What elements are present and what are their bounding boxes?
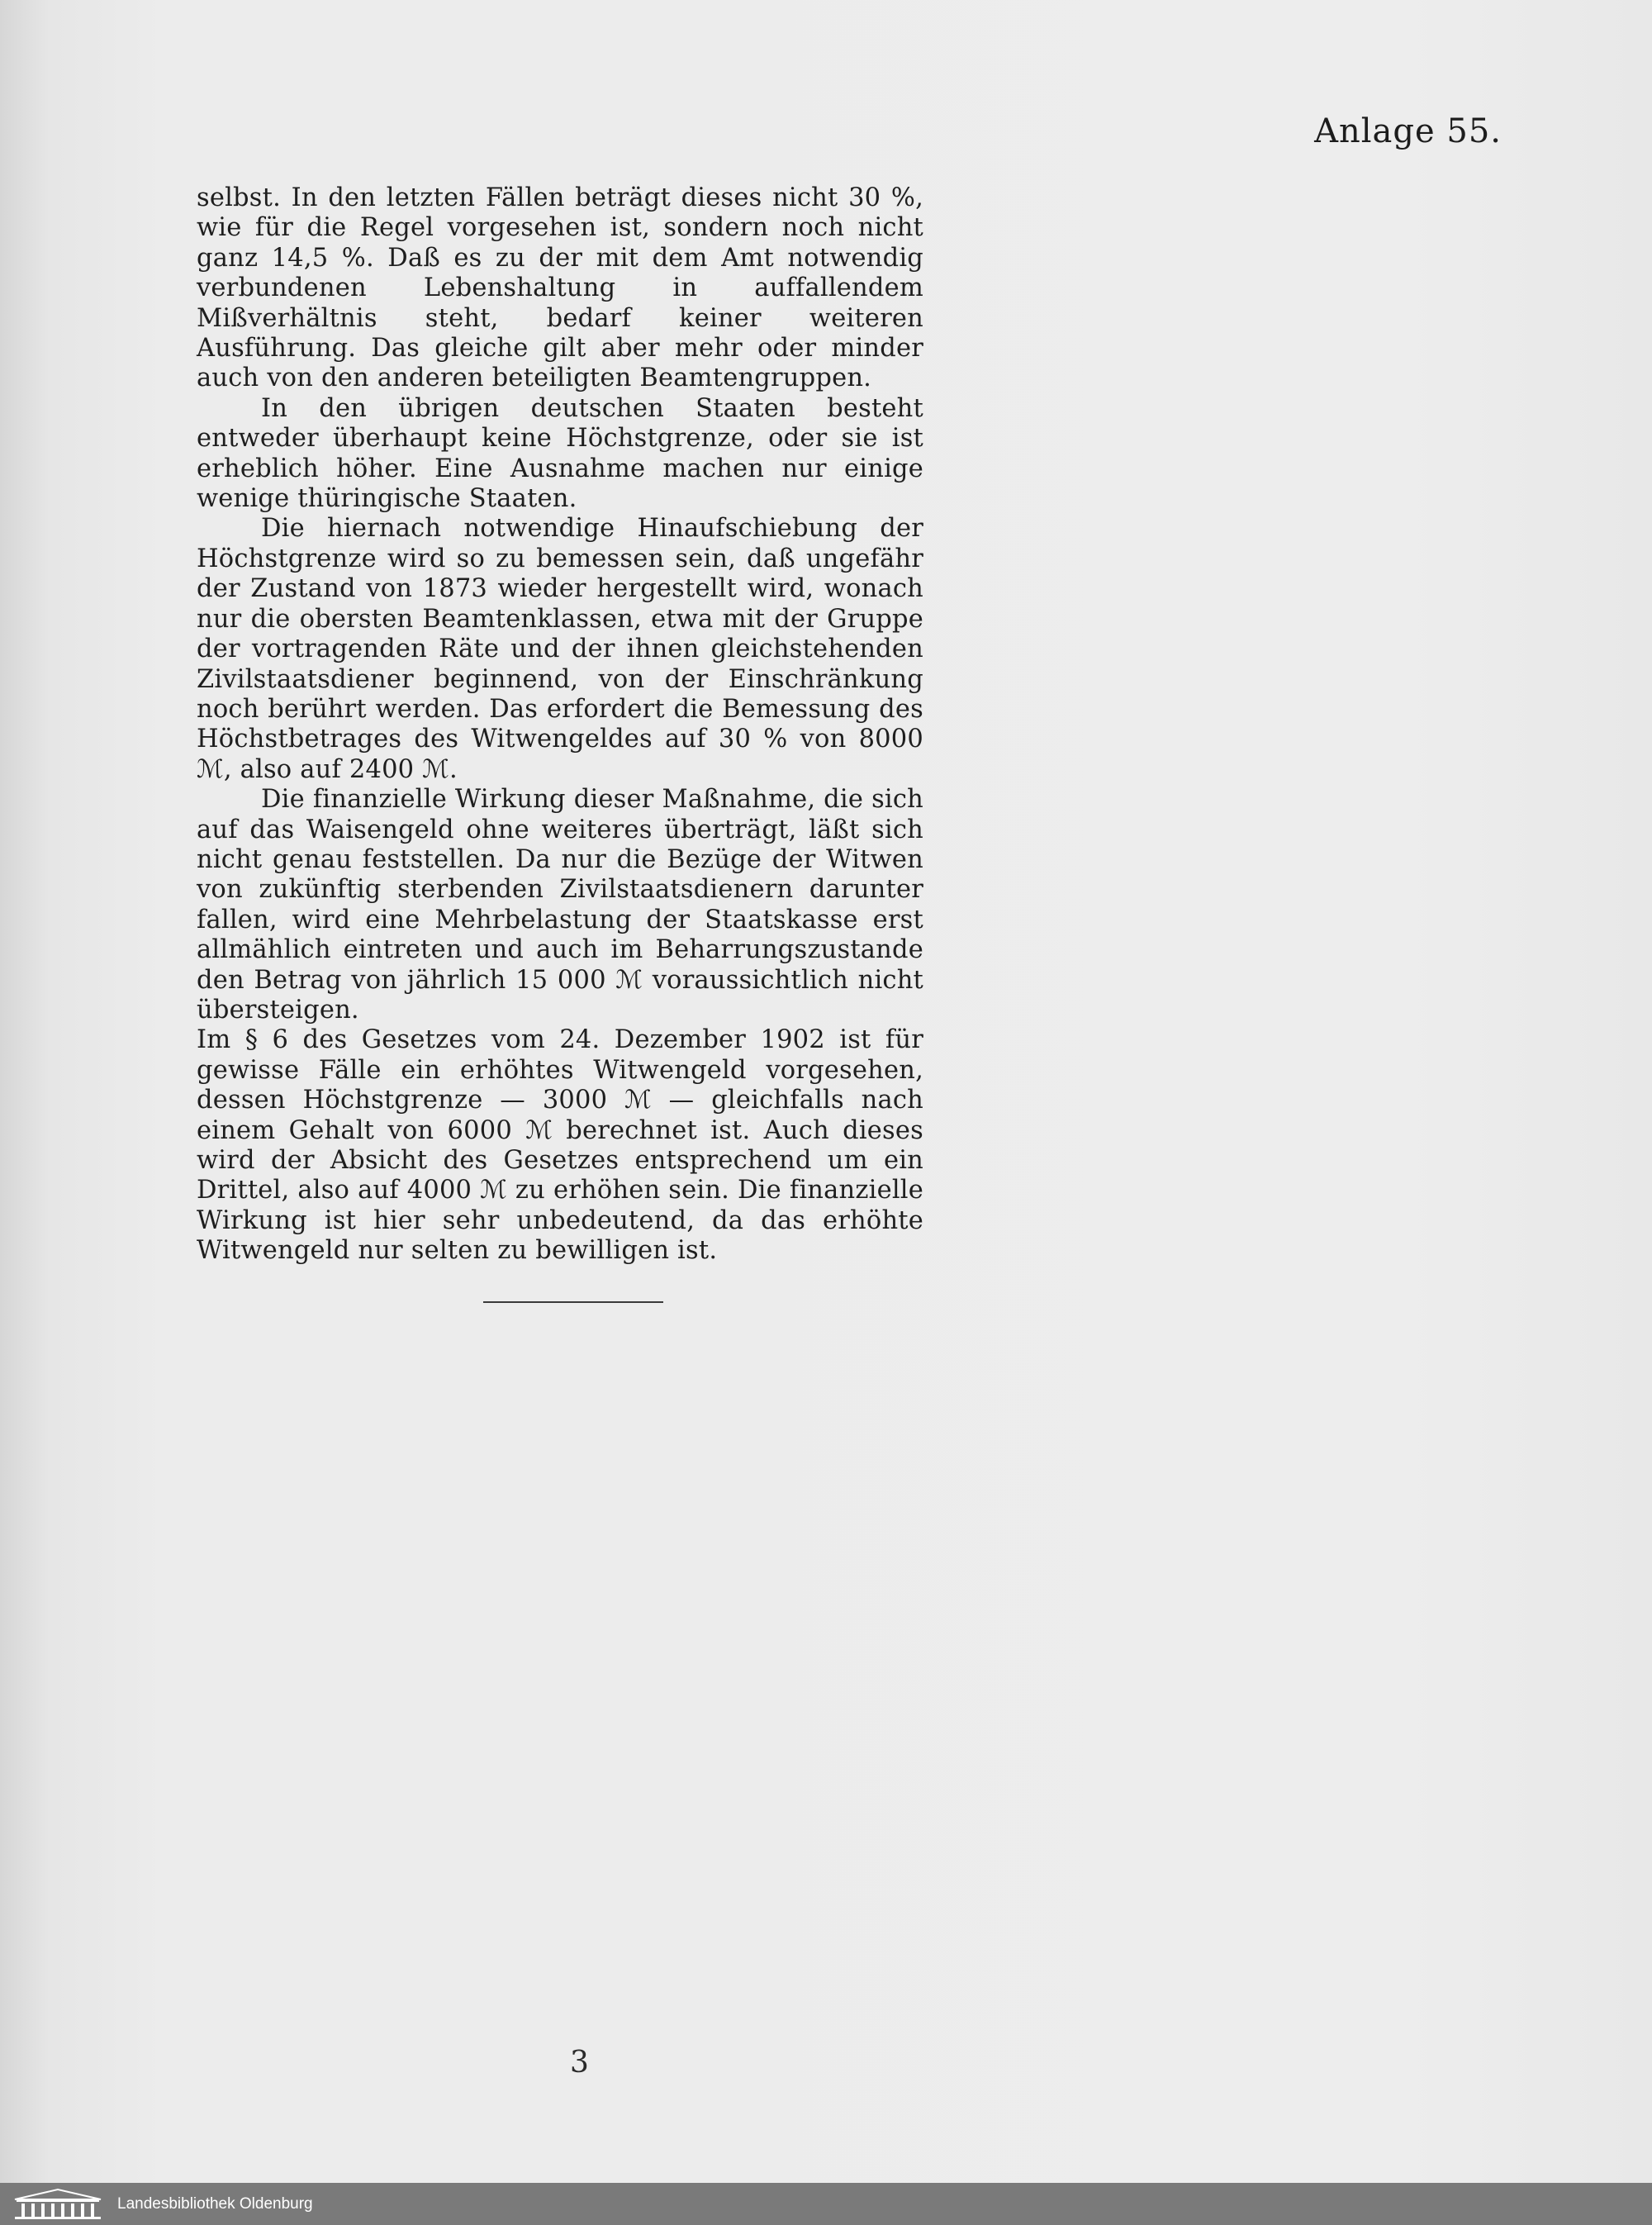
paragraph: Die finanzielle Wirkung dieser Maßnahme, die sich auf das Waisengeld ohne weiteres überträgt, läßt sich nicht genau feststellen. Da nur die Bezüge der Witwen von zukünftig sterbenden Zivilstaatsdienern darunter fallen, wird eine Mehrbelastung der Staatskasse erst allmählich eintreten und auch im Beharrungszustande den Betrag von jährlich 15 000 ℳ voraussichtlich nicht übersteigen. [197,785,923,1025]
annex-label: Anlage 55. [1314,112,1502,150]
paragraph: selbst. In den letzten Fällen beträgt dieses nicht 30 %, wie für die Regel vorgesehen ist, sondern noch nicht ganz 14,5 %. Daß es zu der mit dem Amt notwendig verbundenen Lebenshaltung in auffallendem Mißverhältnis steht, bedarf keiner weiteren Ausführung. Das gleiche gilt aber mehr oder minder auch von den anderen beteiligten Beamtengruppen. [197,183,923,393]
library-building-icon [12,2188,104,2221]
library-footer [0,2183,1652,2225]
body-text [197,183,923,1267]
page-number: 3 [570,2046,589,2080]
library-name: Landesbibliothek Oldenburg [117,2194,313,2213]
paragraph: In den übrigen deutschen Staaten besteht entweder überhaupt keine Höchstgrenze, oder sie ist erheblich höher. Eine Ausnahme machen nur einige wenige thüringische Staaten. [197,393,923,514]
section-divider [483,1301,663,1303]
paragraph: Im § 6 des Gesetzes vom 24. Dezember 1902 ist für gewisse Fälle ein erhöhtes Witwengeld vorgesehen, dessen Höchstgrenze — 3000 ℳ — gleichfalls nach einem Gehalt von 6000 ℳ berechnet ist. Auch dieses wird der Absicht des Gesetzes entsprechend um ein Drittel, also auf 4000 ℳ zu erhöhen sein. Die finanzielle Wirkung ist hier sehr unbedeutend, da das erhöhte Witwengeld nur selten zu bewilligen ist. [197,1025,923,1266]
paragraph: Die hiernach notwendige Hinaufschiebung der Höchstgrenze wird so zu bemessen sein, daß ungefähr der Zustand von 1873 wieder hergestellt wird, wonach nur die obersten Beamtenklassen, etwa mit der Gruppe der vortragenden Räte und der ihnen gleichstehenden Zivilstaatsdiener beginnend, von der Einschränkung noch berührt werden. Das erfordert die Bemessung des Höchstbetrages des Witwengeldes auf 30 % von 8000 ℳ, also auf 2400 ℳ. [197,514,923,784]
